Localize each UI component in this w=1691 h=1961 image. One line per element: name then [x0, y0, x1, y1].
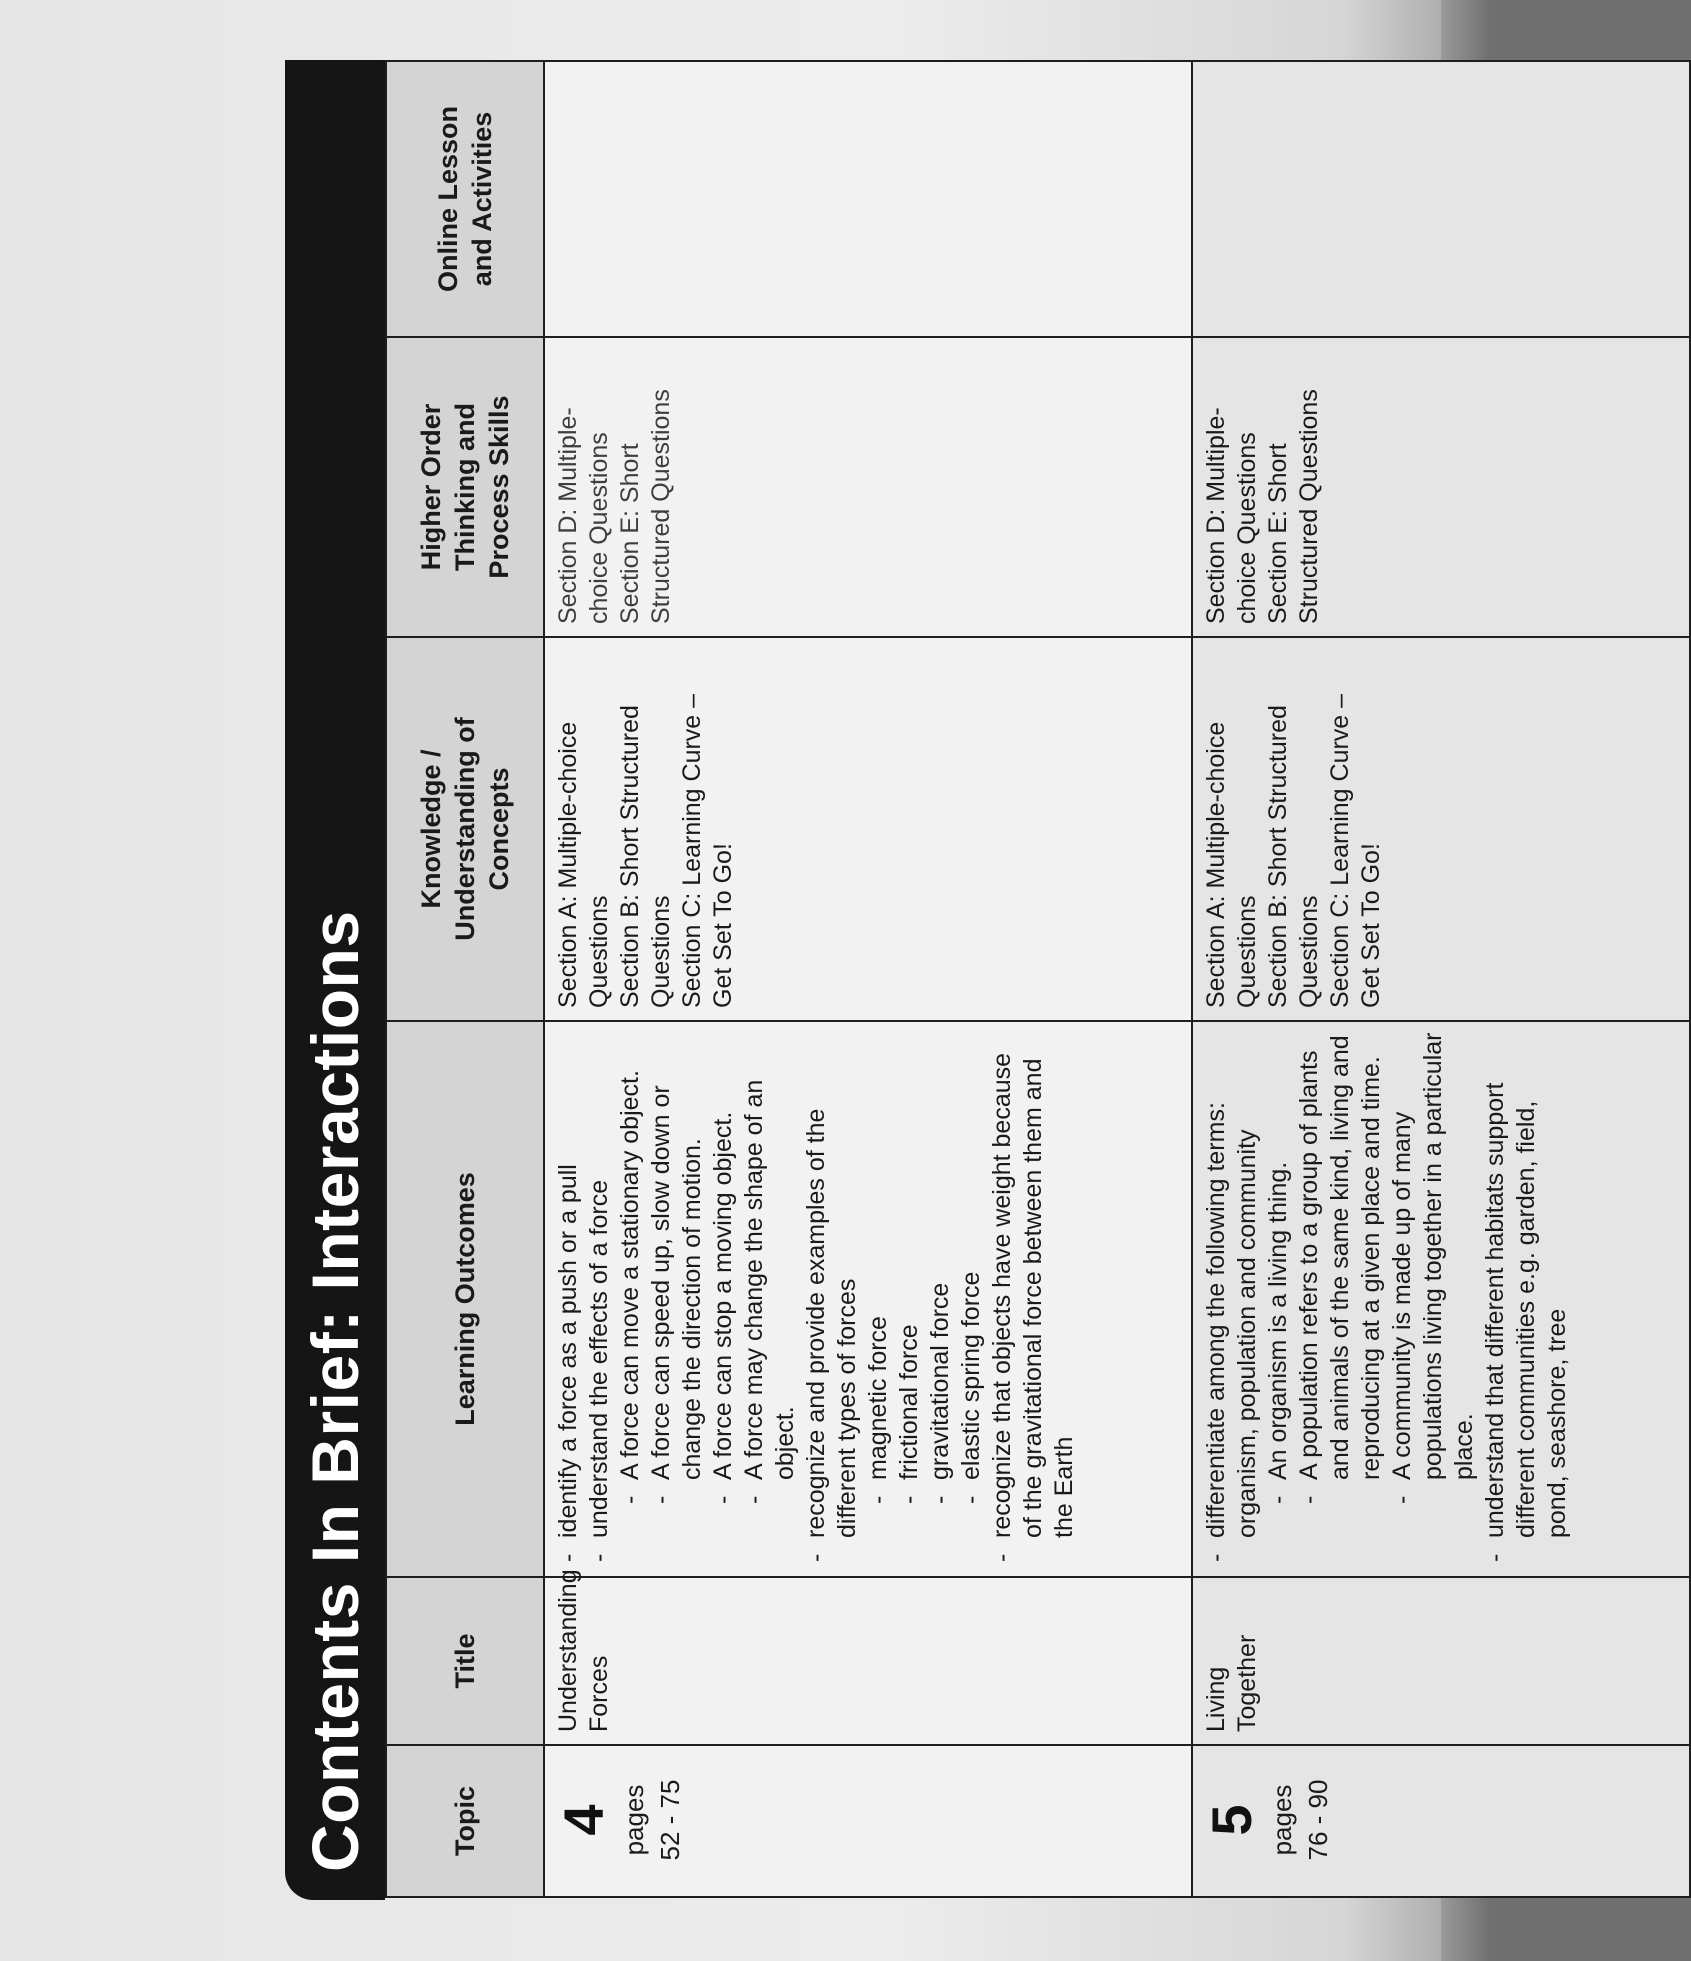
header-learning-outcomes: Learning Outcomes: [386, 1021, 544, 1577]
outcome-subitem: - gravitational force: [925, 1032, 956, 1508]
topic-number: 4: [552, 1804, 615, 1836]
outcome-subitem: - A force may change the shape of an object.: [739, 1032, 801, 1508]
header-knowledge: Knowledge / Understanding of Concepts: [386, 637, 544, 1021]
outcome-subitem: - A force can stop a moving object.: [708, 1032, 739, 1508]
online-lesson-cell: [1192, 61, 1690, 337]
outcome-item: - identify a force as a push or a pull: [553, 1032, 584, 1564]
outcome-subitem: - A force can move a stationary object.: [615, 1032, 646, 1508]
section-entry: Section A: Multiple-choice Questions: [1202, 721, 1261, 1008]
header-online-lesson: Online Lesson and Activities: [386, 61, 544, 337]
section-entry: Section B: Short Structured Questions: [616, 705, 675, 1008]
outcome-subitem: - A community is made up of many populations living together in a particular place.: [1387, 1032, 1480, 1508]
section-entry: Section E: Short Structured Questions: [616, 389, 675, 624]
section-entry: Section B: Short Structured Questions: [1264, 705, 1323, 1008]
outcomes-list: [553, 1032, 1080, 1564]
section-entry: Section E: Short Structured Questions: [1264, 389, 1323, 624]
outcome-sublist: [615, 1032, 801, 1538]
pages-label: pages: [1267, 1784, 1297, 1856]
outcome-item: - differentiate among the following terms: organism, population and community - An organism is a living thing. - A population refers to a group of plants and animals of the same kind, living and reproducing at a given place and time. - A community is made up of many populations living together in a particular place.: [1201, 1032, 1480, 1564]
higher-order-thinking-cell: [544, 337, 1192, 637]
outcome-subitem: - A force can speed up, slow down or change the direction of motion.: [646, 1032, 708, 1508]
title-banner: [285, 60, 385, 1900]
section-entry: Section A: Multiple-choice Questions: [554, 721, 613, 1008]
outcome-subitem: - frictional force: [894, 1032, 925, 1508]
outcome-subitem: - An organism is a living thing.: [1263, 1032, 1294, 1508]
header-row: [386, 61, 544, 1897]
outcome-subitem: - magnetic force: [863, 1032, 894, 1508]
page-range: 52 - 75: [655, 1779, 685, 1861]
header-topic: Topic: [386, 1745, 544, 1897]
outcome-subitem: - elastic spring force: [956, 1032, 987, 1508]
title-cell: Understanding Forces: [544, 1577, 1192, 1745]
outcome-item: - understand the effects of a force - A force can move a stationary object. - A force can speed up, slow down or change the direction of motion. - A force can stop a moving object. - A force may change the shape of an object.: [584, 1032, 801, 1564]
section-entry: Section D: Multiple-choice Questions: [1202, 407, 1261, 624]
pages-label: pages: [619, 1784, 649, 1856]
section-entry: Section D: Multiple-choice Questions: [554, 407, 613, 624]
table-row-topic-4: [544, 61, 1192, 1897]
outcomes-list: [1201, 1032, 1573, 1564]
topic-cell: [1192, 1745, 1690, 1897]
title-cell: Living Together: [1192, 1577, 1690, 1745]
page-title: Contents In Brief: Interactions: [298, 910, 372, 1872]
higher-order-thinking-cell: [1192, 337, 1690, 637]
page-range: 76 - 90: [1303, 1779, 1333, 1861]
outcome-item: - understand that different habitats support different communities e.g. garden, field, pond, seashore, tree: [1480, 1032, 1573, 1564]
header-title: Title: [386, 1577, 544, 1745]
outcome-sublist: [863, 1032, 987, 1538]
outcome-item: - recognize that objects have weight because of the gravitational force between them and the Earth: [987, 1032, 1080, 1564]
contents-table: [385, 60, 1691, 1898]
rotated-contents-page: [285, 60, 1665, 1900]
online-lesson-cell: [544, 61, 1192, 337]
learning-outcomes-cell: [1192, 1021, 1690, 1577]
outcome-sublist: [1263, 1032, 1480, 1538]
table-row-topic-5: [1192, 61, 1690, 1897]
section-entry: Section C: Learning Curve – Get Set To Go!: [678, 693, 737, 1008]
topic-cell: [544, 1745, 1192, 1897]
outcome-item: - recognize and provide examples of the different types of forces - magnetic force - frictional force - gravitational force - elastic spring force: [801, 1032, 987, 1564]
knowledge-cell: [544, 637, 1192, 1021]
learning-outcomes-cell: [544, 1021, 1192, 1577]
section-entry: Section C: Learning Curve – Get Set To Go!: [1326, 693, 1385, 1008]
topic-number: 5: [1200, 1804, 1263, 1836]
outcome-subitem: - A population refers to a group of plants and animals of the same kind, living and reproducing at a given place and time.: [1294, 1032, 1387, 1508]
knowledge-cell: [1192, 637, 1690, 1021]
header-higher-order-thinking: Higher Order Thinking and Process Skills: [386, 337, 544, 637]
